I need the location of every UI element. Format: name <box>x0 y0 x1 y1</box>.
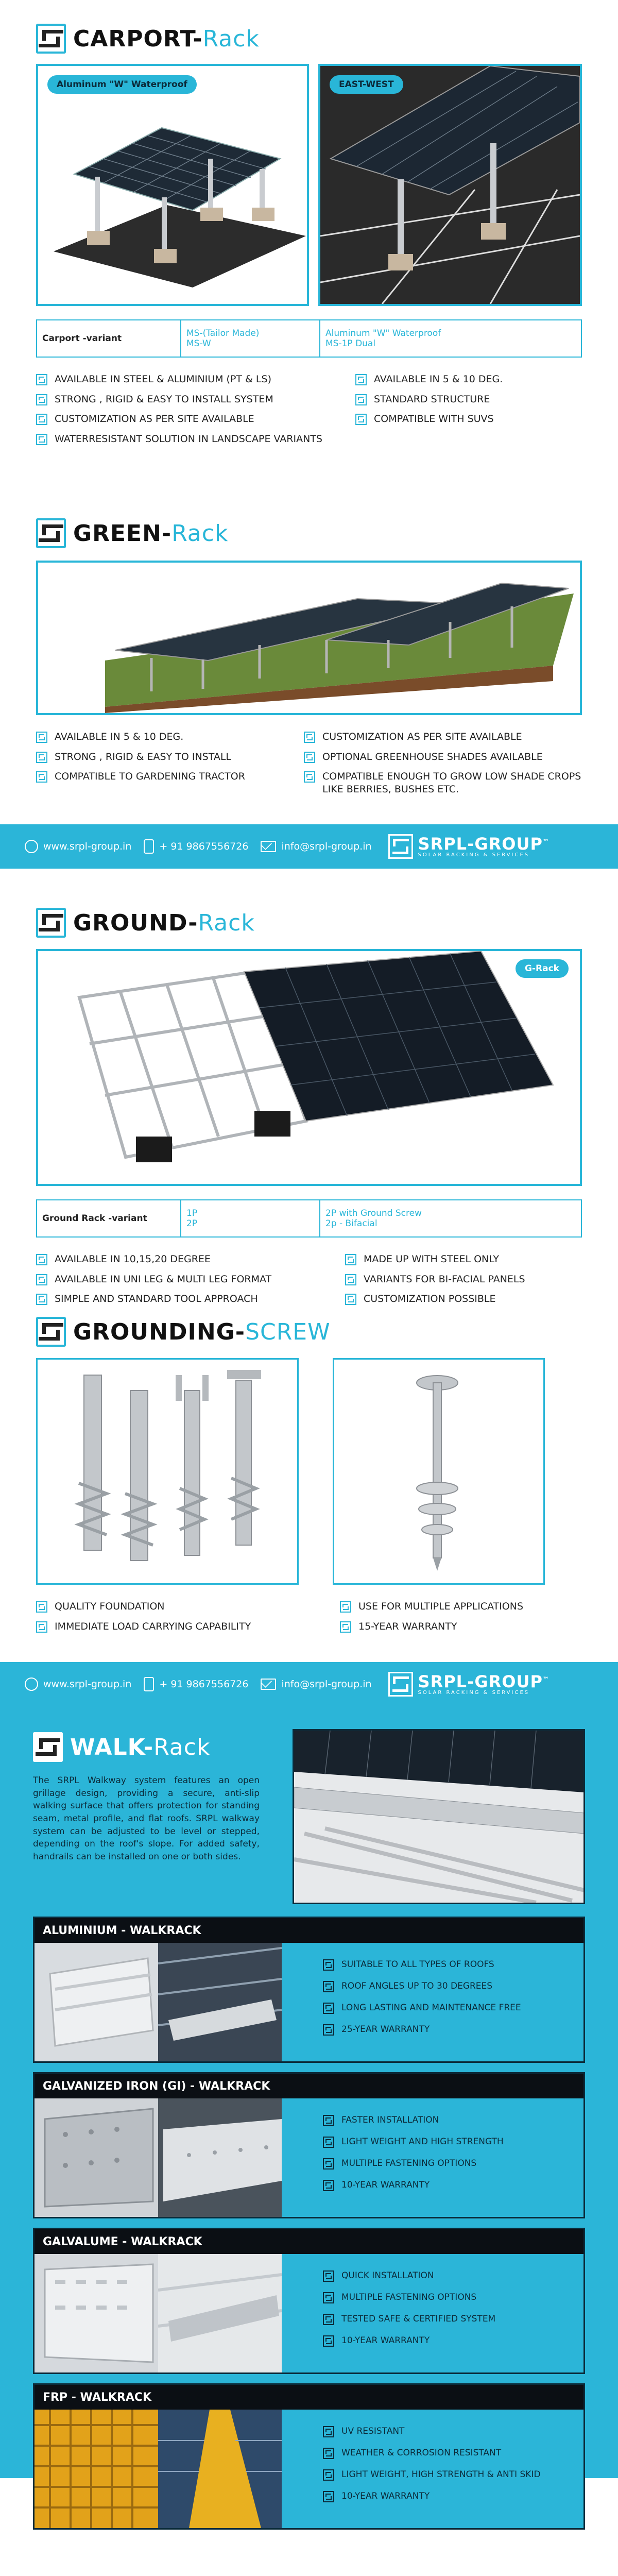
feature-item <box>36 1620 330 1633</box>
walk-title-accent: Rack <box>153 1734 211 1760</box>
feature-item <box>36 393 345 406</box>
ground-section <box>0 869 618 1305</box>
walk-feature-text: UV RESISTANT <box>341 2426 405 2436</box>
feature-text: USE FOR MULTIPLE APPLICATIONS <box>358 1601 524 1612</box>
bullet-icon <box>36 1274 47 1285</box>
feature-item <box>304 751 587 764</box>
feature-item <box>355 373 587 386</box>
feature-item <box>36 433 345 446</box>
phone-contact[interactable] <box>144 1677 248 1691</box>
contact-bar <box>0 824 618 869</box>
walk-card-frp <box>33 2383 585 2530</box>
galvalume-walkrack-illustration <box>35 2254 158 2372</box>
globe-icon <box>25 840 38 853</box>
carport-title-accent: Rack <box>202 25 260 52</box>
carport-title <box>36 21 587 57</box>
brand-name: SRPL-GROUP <box>418 834 543 854</box>
walk-feature-text: LONG LASTING AND MAINTENANCE FREE <box>341 2003 521 2013</box>
phone-link[interactable]: + 91 9867556726 <box>159 841 249 852</box>
carport-variant-label: Carport -variant <box>42 333 122 344</box>
ground-variant-cell: 1P <box>186 1208 198 1218</box>
feature-item <box>36 770 294 783</box>
walk-feature-text: SUITABLE TO ALL TYPES OF ROOFS <box>341 1959 494 1970</box>
feature-item <box>340 1620 587 1633</box>
srpl-logo-icon <box>36 518 66 548</box>
bullet-icon <box>304 752 315 763</box>
frp-walkrack-roof-image <box>158 2410 282 2528</box>
feature-item <box>345 1273 587 1286</box>
walk-feature-item <box>323 2468 583 2481</box>
walk-card-title: GALVALUME - WALKRACK <box>35 2229 583 2254</box>
green-title-main: GREEN- <box>73 520 172 547</box>
walk-feature-text: 25-YEAR WARRANTY <box>341 2024 430 2035</box>
ground-title-main: GROUND- <box>73 909 198 936</box>
feature-item <box>355 413 587 426</box>
email-contact[interactable] <box>261 841 371 852</box>
email-contact[interactable] <box>261 1679 371 1690</box>
walk-card-title: GALVANIZED IRON (GI) - WALKRACK <box>35 2074 583 2098</box>
website-link[interactable]: www.srpl-group.in <box>43 1679 132 1690</box>
feature-text: OPTIONAL GREENHOUSE SHADES AVAILABLE <box>322 751 543 762</box>
aluminium-walkrack-illustration <box>35 1943 158 2061</box>
walk-feature-item <box>323 2269 583 2282</box>
feature-text: IMMEDIATE LOAD CARRYING CAPABILITY <box>55 1620 251 1632</box>
walk-feature-text: MULTIPLE FASTENING OPTIONS <box>341 2158 477 2168</box>
aluminium-walkrack-roof-illustration <box>158 1943 282 2061</box>
bullet-icon <box>36 732 47 743</box>
trademark-symbol: ™ <box>542 1675 550 1683</box>
walk-feature-text: QUICK INSTALLATION <box>341 2270 434 2281</box>
walk-feature-item <box>323 2291 583 2303</box>
feature-item <box>36 1600 330 1613</box>
grounding-section <box>0 1301 618 1662</box>
bullet-icon <box>36 394 47 405</box>
trademark-symbol: ™ <box>542 837 550 845</box>
bullet-icon <box>36 374 47 385</box>
email-link[interactable]: info@srpl-group.in <box>281 841 372 852</box>
srpl-logo-icon <box>33 1732 63 1762</box>
feature-item <box>345 1253 587 1266</box>
grounding-single-screw-image <box>333 1358 545 1585</box>
gi-walkrack-image <box>35 2098 158 2217</box>
feature-text: COMPATIBLE TO GARDENING TRACTOR <box>55 771 245 783</box>
carport-variant-cell: Aluminum "W" Waterproof <box>325 328 441 338</box>
feature-text: CUSTOMIZATION AS PER SITE AVAILABLE <box>322 731 522 742</box>
galvalume-walkrack-image <box>35 2254 158 2372</box>
carport-variant-table <box>36 319 582 358</box>
bullet-icon <box>323 2270 334 2282</box>
bullet-icon <box>323 2469 334 2481</box>
bullet-icon <box>345 1254 356 1265</box>
aluminium-walkrack-roof-image <box>158 1943 282 2061</box>
feature-text: STRONG , RIGID & EASY TO INSTALL SYSTEM <box>55 393 273 405</box>
mail-icon <box>261 1679 276 1690</box>
walk-title-main: WALK- <box>70 1734 154 1760</box>
walk-feature-text: LIGHT WEIGHT, HIGH STRENGTH & ANTI SKID <box>341 2469 541 2480</box>
feature-text: CUSTOMIZATION POSSIBLE <box>364 1293 496 1305</box>
bullet-icon <box>36 752 47 763</box>
bullet-icon <box>355 394 367 405</box>
walk-feature-text: FASTER INSTALLATION <box>341 2115 439 2125</box>
website-link[interactable]: www.srpl-group.in <box>43 841 132 852</box>
walk-feature-item <box>323 2447 583 2459</box>
bullet-icon <box>323 2115 334 2126</box>
feature-text: STANDARD STRUCTURE <box>374 393 490 405</box>
walk-card-aluminium <box>33 1917 585 2063</box>
walk-card-title: ALUMINIUM - WALKRACK <box>35 1918 583 1943</box>
globe-icon <box>25 1677 38 1691</box>
carport-variant-cell: MS-(Tailor Made) <box>186 328 260 338</box>
brand-logo <box>388 834 550 859</box>
galvalume-walkrack-roof-image <box>158 2254 282 2372</box>
carport-features <box>36 373 587 453</box>
ground-variant-cell: 2P <box>186 1218 198 1229</box>
walk-feature-item <box>323 2002 583 2014</box>
frp-walkrack-roof-illustration <box>158 2410 282 2528</box>
walk-card-galvalume <box>33 2228 585 2374</box>
srpl-logo-icon <box>36 24 66 54</box>
bullet-icon <box>323 1981 334 1992</box>
bullet-icon <box>323 2158 334 2170</box>
feature-item <box>36 373 345 386</box>
green-title <box>36 515 587 551</box>
carport-section <box>0 0 618 515</box>
grounding-screws-illustration <box>38 1360 297 1583</box>
feature-item <box>340 1600 587 1613</box>
walk-feature-item <box>323 2490 583 2502</box>
website-contact[interactable] <box>25 1677 131 1691</box>
bullet-icon <box>323 2180 334 2191</box>
feature-text: AVAILABLE IN 5 & 10 DEG. <box>374 374 503 385</box>
walk-hero-image <box>293 1729 585 1904</box>
carport-aluminum-label: Aluminum "W" Waterproof <box>47 75 197 94</box>
feature-item <box>355 393 587 406</box>
feature-item <box>36 751 294 764</box>
feature-text: COMPATIBLE ENOUGH TO GROW LOW SHADE CROPS LIKE BERRIES, BUSHES ETC. <box>322 771 581 795</box>
bullet-icon <box>323 2335 334 2347</box>
walk-feature-item <box>323 2334 583 2347</box>
frp-walkrack-illustration <box>35 2410 158 2528</box>
bullet-icon <box>323 1959 334 1971</box>
walk-feature-text: WEATHER & CORROSION RESISTANT <box>341 2448 502 2458</box>
feature-text: COMPATIBLE WITH SUVS <box>374 413 494 425</box>
ground-variant-cell: 2P with Ground Screw <box>325 1208 422 1218</box>
feature-text: AVAILABLE IN 10,15,20 DEGREE <box>55 1253 211 1265</box>
carport-eastwest-illustration <box>320 66 580 304</box>
carport-eastwest-image <box>318 64 582 306</box>
feature-item <box>36 1273 335 1286</box>
grounding-features <box>36 1600 587 1640</box>
green-title-accent: Rack <box>171 520 229 547</box>
walk-feature-text: 10-YEAR WARRANTY <box>341 2180 430 2190</box>
brand-tagline: SOLAR RACKING & SERVICES <box>418 852 530 858</box>
feature-item <box>304 731 587 743</box>
bullet-icon <box>36 1601 47 1613</box>
brand-tagline: SOLAR RACKING & SERVICES <box>418 1689 530 1696</box>
ground-variant-table <box>36 1199 582 1238</box>
mail-icon <box>261 841 276 852</box>
grounding-title-main: GROUNDING- <box>73 1318 246 1345</box>
walk-feature-item <box>323 2313 583 2325</box>
grounding-title <box>36 1314 587 1350</box>
ground-variant-cell: 2p - Bifacial <box>325 1218 377 1229</box>
bullet-icon <box>304 732 315 743</box>
bullet-icon <box>323 2448 334 2459</box>
phone-icon <box>144 839 154 854</box>
feature-text: CUSTOMIZATION AS PER SITE AVAILABLE <box>55 413 254 425</box>
feature-text: QUALITY FOUNDATION <box>55 1601 165 1612</box>
bullet-icon <box>36 1621 47 1633</box>
ground-title-accent: Rack <box>198 909 255 936</box>
feature-text: AVAILABLE IN STEEL & ALUMINIUM (PT & LS) <box>55 374 271 385</box>
feature-text: SIMPLE AND STANDARD TOOL APPROACH <box>55 1293 258 1305</box>
feature-text: VARIANTS FOR BI-FACIAL PANELS <box>364 1273 525 1285</box>
bullet-icon <box>345 1274 356 1285</box>
walk-feature-text: 10-YEAR WARRANTY <box>341 2335 430 2346</box>
brand-logo <box>388 1672 550 1697</box>
walk-feature-item <box>323 2157 583 2170</box>
walk-feature-item <box>323 2114 583 2126</box>
srpl-logo-icon <box>388 834 413 859</box>
phone-link[interactable]: + 91 9867556726 <box>159 1679 249 1690</box>
bullet-icon <box>36 771 47 783</box>
srpl-logo-icon <box>36 908 66 938</box>
website-contact[interactable] <box>25 840 131 853</box>
feature-item <box>36 1253 335 1266</box>
feature-text: MADE UP WITH STEEL ONLY <box>364 1253 499 1265</box>
green-rack-illustration <box>38 563 580 713</box>
aluminium-walkrack-image <box>35 1943 158 2061</box>
walk-feature-item <box>323 2179 583 2191</box>
bullet-icon <box>340 1601 351 1613</box>
bullet-icon <box>323 2292 334 2303</box>
carport-variant-cell: MS-W <box>186 338 211 349</box>
walk-feature-item <box>323 2425 583 2437</box>
bullet-icon <box>323 2003 334 2014</box>
brand-name: SRPL-GROUP <box>418 1671 543 1691</box>
srpl-logo-icon <box>388 1672 413 1697</box>
phone-icon <box>144 1677 154 1691</box>
green-section <box>0 515 618 824</box>
walk-feature-item <box>323 1958 583 1971</box>
gi-walkrack-roof-illustration <box>158 2098 282 2217</box>
gi-walkrack-illustration <box>35 2098 158 2217</box>
bullet-icon <box>355 374 367 385</box>
walk-feature-item <box>323 2023 583 2036</box>
walk-feature-item <box>323 1980 583 1992</box>
green-rack-image <box>36 561 582 715</box>
carport-aluminum-image <box>36 64 309 306</box>
walk-feature-item <box>323 2136 583 2148</box>
srpl-logo-icon <box>36 1317 66 1347</box>
bullet-icon <box>36 1254 47 1265</box>
walk-feature-text: TESTED SAFE & CERTIFIED SYSTEM <box>341 2314 496 2324</box>
bullet-icon <box>36 414 47 425</box>
walk-description: The SRPL Walkway system features an open grillage design, providing a secure, anti-slip walking surface that offers protection for standing seam, metal profile, and flat roofs. SRPL walkway system can be adjusted to be level or stepped, depending on the roof's slope. For added safety, handrails can be installed on one or both sides. <box>33 1775 260 1862</box>
galvalume-walkrack-roof-illustration <box>158 2254 282 2372</box>
ground-rack-image <box>36 949 582 1186</box>
walk-feature-text: LIGHT WEIGHT AND HIGH STRENGTH <box>341 2137 504 2147</box>
ground-title <box>36 905 587 941</box>
bullet-icon <box>323 2314 334 2325</box>
walk-card-gi <box>33 2072 585 2218</box>
feature-item <box>36 731 294 743</box>
gi-walkrack-roof-image <box>158 2098 282 2217</box>
phone-contact[interactable] <box>144 839 248 854</box>
green-features <box>36 731 587 803</box>
ground-rack-label: G-Rack <box>516 959 569 978</box>
feature-text: WATERRESISTANT SOLUTION IN LANDSCAPE VARIANTS <box>55 433 322 445</box>
feature-item <box>36 413 345 426</box>
walk-feature-text: MULTIPLE FASTENING OPTIONS <box>341 2292 477 2302</box>
feature-text: AVAILABLE IN 5 & 10 DEG. <box>55 731 184 742</box>
bullet-icon <box>323 2137 334 2148</box>
walk-feature-text: ROOF ANGLES UP TO 30 DEGREES <box>341 1981 493 1991</box>
walk-section <box>0 1706 618 2501</box>
ground-variant-label: Ground Rack -variant <box>42 1213 147 1224</box>
feature-text: STRONG , RIGID & EASY TO INSTALL <box>55 751 232 762</box>
walk-hero-illustration <box>294 1731 585 1903</box>
carport-title-main: CARPORT- <box>73 25 203 52</box>
bullet-icon <box>323 2491 334 2502</box>
bullet-icon <box>340 1621 351 1633</box>
bullet-icon <box>304 771 315 783</box>
feature-text: AVAILABLE IN UNI LEG & MULTI LEG FORMAT <box>55 1273 272 1285</box>
bullet-icon <box>323 2024 334 2036</box>
grounding-screws-image <box>36 1358 299 1585</box>
grounding-single-screw-illustration <box>334 1360 543 1583</box>
walk-title <box>33 1729 264 1765</box>
email-link[interactable]: info@srpl-group.in <box>281 1679 372 1690</box>
feature-item <box>304 770 587 795</box>
frp-walkrack-image <box>35 2410 158 2528</box>
walk-feature-text: 10-YEAR WARRANTY <box>341 2491 430 2501</box>
feature-text: 15-YEAR WARRANTY <box>358 1620 457 1632</box>
carport-aluminum-illustration <box>38 66 307 304</box>
bullet-icon <box>36 434 47 445</box>
ground-rack-illustration <box>38 951 580 1184</box>
carport-eastwest-label: EAST-WEST <box>330 75 403 94</box>
contact-bar <box>0 1662 618 1706</box>
bullet-icon <box>323 2426 334 2437</box>
carport-variant-cell: MS-1P Dual <box>325 338 376 349</box>
walk-card-title: FRP - WALKRACK <box>35 2385 583 2410</box>
bullet-icon <box>355 414 367 425</box>
grounding-title-accent: SCREW <box>245 1318 331 1345</box>
